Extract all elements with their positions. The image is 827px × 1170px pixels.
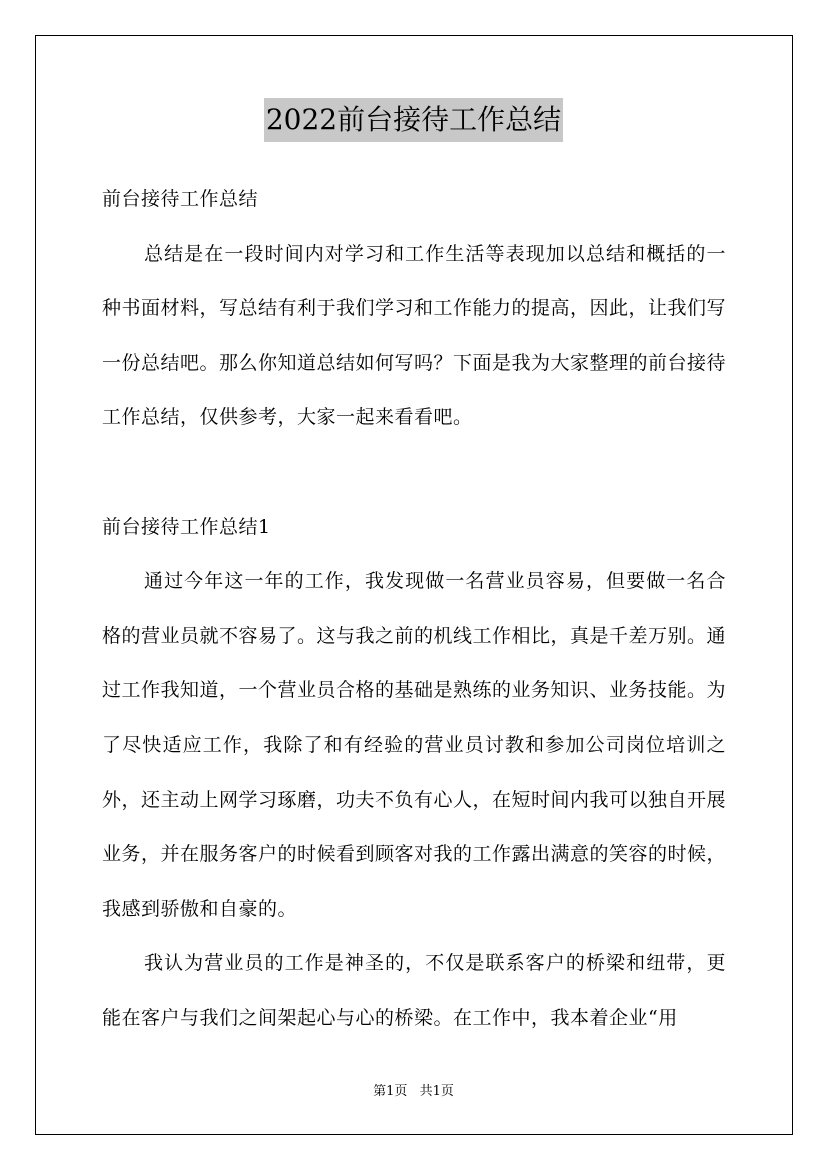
- body-paragraph-1: 通过今年这一年的工作，我发现做一名营业员容易，但要做一名合格的营业员就不容易了。这与我之前的机线工作相比，真是千差万别。通过工作我知道，一个营业员合格的基础是熟练的业务知识、业务技能。为了尽快适应工作，我除了和有经验的营业员讨教和参加公司岗位培训之外，还主动上网学习琢磨，功夫不负有心人，在短时间内我可以独自开展业务，并在服务客户的时候看到顾客对我的工作露出满意的笑容的时候，我感到骄傲和自豪的。: [102, 570, 727, 920]
- document-title: 2022前台接待工作总结: [264, 98, 563, 142]
- body-paragraph-2: 我认为营业员的工作是神圣的，不仅是联系客户的桥梁和纽带，更能在客户与我们之间架起心与心的桥梁。在工作中，我本着企业“用: [102, 952, 726, 1029]
- title-container: [0, 98, 827, 142]
- document-body: [102, 172, 726, 1046]
- page-footer: [0, 1083, 827, 1101]
- section-gap: [102, 445, 726, 500]
- section-heading-1: 前台接待工作总结1: [102, 515, 271, 538]
- section-heading-intro: 前台接待工作总结: [102, 188, 259, 210]
- intro-paragraph: 总结是在一段时间内对学习和工作生活等表现加以总结和概括的一种书面材料，写总结有利于我们学习和工作能力的提高，因此，让我们写一份总结吧。那么你知道总结如何写吗？下面是我为大家整理的前台接待工作总结，仅供参考，大家一起来看看吧。: [102, 242, 727, 429]
- page-number-total: 共1页: [419, 1084, 454, 1099]
- page-number-current: 第1页: [373, 1084, 408, 1099]
